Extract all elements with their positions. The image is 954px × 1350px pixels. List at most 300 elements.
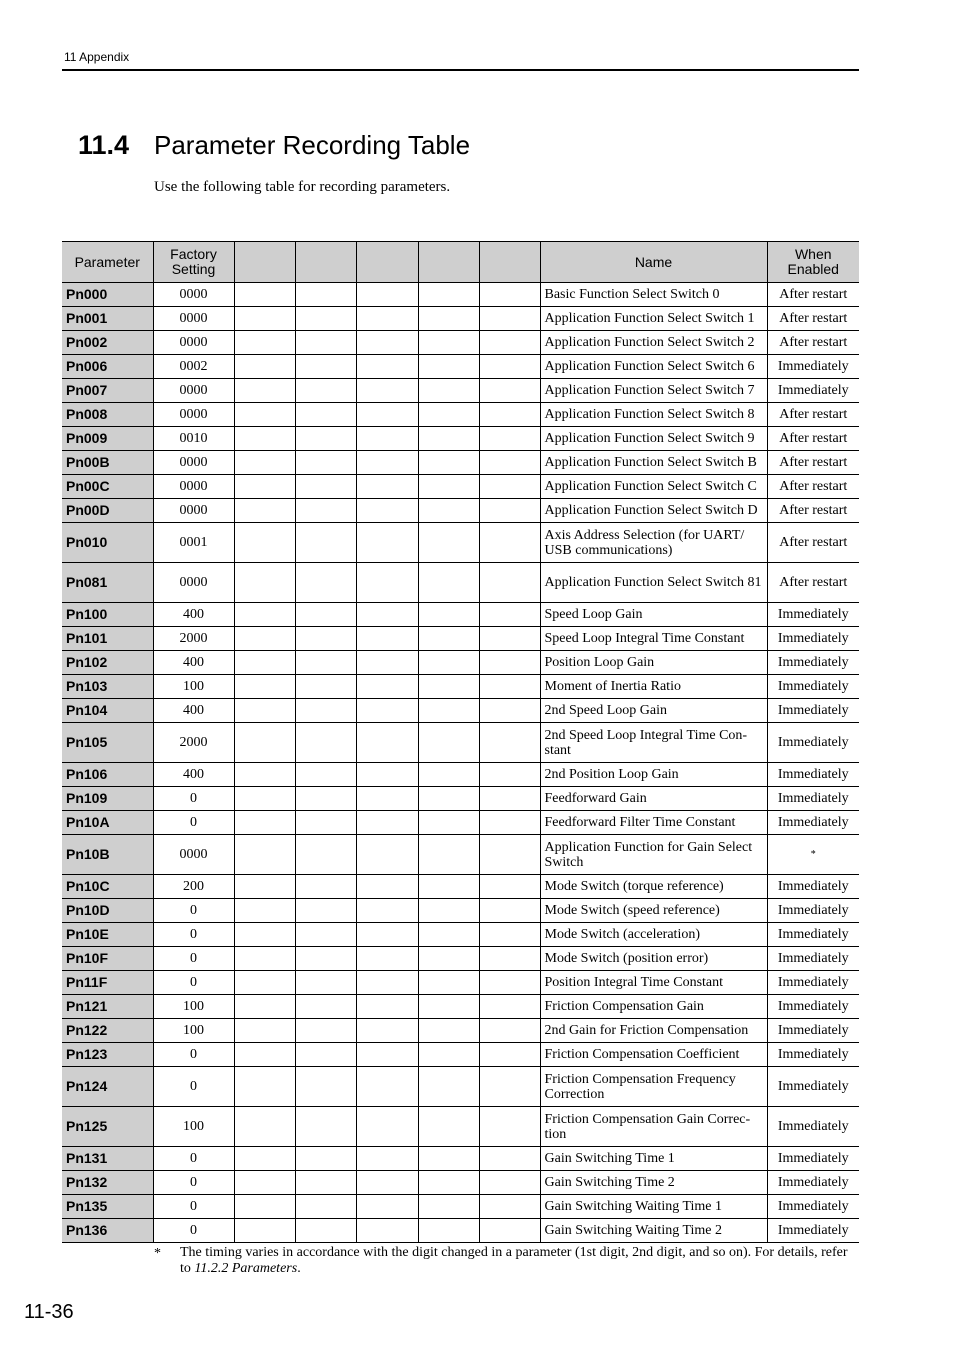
table-row (62, 1147, 859, 1171)
table-row (62, 1171, 859, 1195)
table-row (62, 283, 859, 307)
parameter-cell: Pn00B (62, 451, 153, 475)
intro-text: Use the following table for recording parameters. (154, 179, 451, 195)
parameter-cell: Pn010 (62, 523, 153, 563)
when-enabled-cell: Immediately (767, 763, 859, 787)
table-row (62, 1043, 859, 1067)
factory-setting-cell: 400 (153, 699, 234, 723)
record-cell (234, 331, 295, 355)
name-cell: Friction Compensation Gain (540, 995, 767, 1019)
record-cell (295, 475, 356, 499)
when-enabled-cell: Immediately (767, 379, 859, 403)
parameter-cell: Pn122 (62, 1019, 153, 1043)
record-cell (418, 627, 479, 651)
table-row (62, 403, 859, 427)
record-cell (479, 811, 540, 835)
when-enabled-cell: Immediately (767, 355, 859, 379)
section-number: 11.4 (78, 130, 130, 160)
record-cell (295, 523, 356, 563)
when-enabled-cell: After restart (767, 427, 859, 451)
table-row (62, 723, 859, 763)
record-cell (479, 499, 540, 523)
factory-setting-cell: 0000 (153, 563, 234, 603)
record-cell (295, 1019, 356, 1043)
record-cell (418, 1019, 479, 1043)
record-cell (295, 563, 356, 603)
header-when-enabled: When Enabled (767, 242, 859, 283)
record-cell (234, 307, 295, 331)
record-cell (234, 811, 295, 835)
table-row (62, 971, 859, 995)
record-cell (479, 451, 540, 475)
record-cell (418, 523, 479, 563)
record-cell (295, 451, 356, 475)
name-cell: Position Loop Gain (540, 651, 767, 675)
record-cell (479, 947, 540, 971)
name-cell: Feedforward Gain (540, 787, 767, 811)
record-cell (234, 947, 295, 971)
when-enabled-cell: Immediately (767, 1019, 859, 1043)
name-cell: Application Function for Gain Select Switch (540, 835, 767, 875)
name-cell: Friction Compensation Coefficient (540, 1043, 767, 1067)
record-cell (295, 1043, 356, 1067)
table-row (62, 523, 859, 563)
record-cell (479, 627, 540, 651)
record-cell (356, 283, 418, 307)
table-row (62, 475, 859, 499)
record-cell (418, 499, 479, 523)
record-cell (418, 1067, 479, 1107)
record-cell (295, 331, 356, 355)
record-cell (479, 675, 540, 699)
record-cell (234, 563, 295, 603)
name-cell: Application Function Select Switch D (540, 499, 767, 523)
parameter-cell: Pn008 (62, 403, 153, 427)
header-rule (62, 69, 859, 71)
record-cell (234, 1043, 295, 1067)
record-cell (356, 563, 418, 603)
record-cell (479, 1195, 540, 1219)
factory-setting-cell: 100 (153, 1107, 234, 1147)
record-cell (418, 403, 479, 427)
record-cell (479, 971, 540, 995)
when-enabled-cell: Immediately (767, 1043, 859, 1067)
record-cell (295, 427, 356, 451)
when-enabled-cell: Immediately (767, 899, 859, 923)
factory-setting-cell: 2000 (153, 723, 234, 763)
record-cell (295, 875, 356, 899)
record-cell (418, 899, 479, 923)
record-cell (418, 723, 479, 763)
record-cell (234, 451, 295, 475)
when-enabled-cell: After restart (767, 331, 859, 355)
name-cell: Axis Address Selection (for UART/ USB communications) (540, 523, 767, 563)
record-cell (479, 1171, 540, 1195)
running-header: 11 Appendix (64, 50, 130, 64)
parameter-cell: Pn132 (62, 1171, 153, 1195)
name-cell: Feedforward Filter Time Constant (540, 811, 767, 835)
factory-setting-cell: 0010 (153, 427, 234, 451)
name-cell: Gain Switching Waiting Time 2 (540, 1219, 767, 1243)
record-cell (418, 699, 479, 723)
parameter-cell: Pn109 (62, 787, 153, 811)
record-cell (418, 1171, 479, 1195)
record-cell (295, 835, 356, 875)
record-cell (356, 523, 418, 563)
footnote-end: . (297, 1261, 301, 1276)
name-cell: 2nd Position Loop Gain (540, 763, 767, 787)
record-cell (234, 1107, 295, 1147)
record-cell (295, 1067, 356, 1107)
factory-setting-cell: 400 (153, 763, 234, 787)
factory-setting-cell: 0000 (153, 835, 234, 875)
name-cell: Gain Switching Waiting Time 1 (540, 1195, 767, 1219)
footnote-text (180, 1245, 854, 1277)
record-cell (356, 923, 418, 947)
name-cell: Gain Switching Time 2 (540, 1171, 767, 1195)
record-cell (356, 451, 418, 475)
parameter-cell: Pn131 (62, 1147, 153, 1171)
record-cell (418, 475, 479, 499)
record-cell (295, 763, 356, 787)
parameter-cell: Pn103 (62, 675, 153, 699)
record-cell (234, 603, 295, 627)
record-cell (356, 355, 418, 379)
factory-setting-cell: 400 (153, 603, 234, 627)
parameter-cell: Pn100 (62, 603, 153, 627)
factory-setting-cell: 0 (153, 1195, 234, 1219)
table-row (62, 923, 859, 947)
record-cell (418, 603, 479, 627)
record-cell (479, 875, 540, 899)
record-cell (234, 835, 295, 875)
parameter-cell: Pn123 (62, 1043, 153, 1067)
record-cell (295, 787, 356, 811)
parameter-cell: Pn009 (62, 427, 153, 451)
header-name: Name (540, 242, 767, 283)
record-cell (234, 1171, 295, 1195)
section-title-text: Parameter Recording Table (154, 130, 471, 160)
table-row (62, 1107, 859, 1147)
when-enabled-cell: Immediately (767, 1195, 859, 1219)
when-enabled-cell: Immediately (767, 1107, 859, 1147)
record-cell (356, 723, 418, 763)
table-row (62, 651, 859, 675)
when-enabled-cell: After restart (767, 283, 859, 307)
factory-setting-cell: 200 (153, 875, 234, 899)
record-cell (295, 971, 356, 995)
footnote-reference: 11.2.2 Parameters (194, 1261, 298, 1276)
name-cell: Application Function Select Switch C (540, 475, 767, 499)
factory-setting-cell: 0 (153, 947, 234, 971)
factory-setting-cell: 0 (153, 899, 234, 923)
record-cell (234, 283, 295, 307)
record-cell (479, 1219, 540, 1243)
name-cell: Friction Compensation Frequency Correction (540, 1067, 767, 1107)
record-cell (356, 1067, 418, 1107)
name-cell: Position Integral Time Constant (540, 971, 767, 995)
name-cell: Mode Switch (torque reference) (540, 875, 767, 899)
factory-setting-cell: 0 (153, 1067, 234, 1107)
record-cell (234, 427, 295, 451)
table-row (62, 1219, 859, 1243)
table-row (62, 379, 859, 403)
when-enabled-cell: Immediately (767, 1219, 859, 1243)
parameter-cell: Pn10D (62, 899, 153, 923)
page-number: 11-36 (24, 1301, 74, 1323)
when-enabled-cell: After restart (767, 523, 859, 563)
table-row (62, 1019, 859, 1043)
table-row (62, 563, 859, 603)
when-enabled-cell: Immediately (767, 947, 859, 971)
factory-setting-cell: 0001 (153, 523, 234, 563)
record-cell (418, 995, 479, 1019)
record-cell (479, 899, 540, 923)
record-cell (356, 699, 418, 723)
record-cell (356, 651, 418, 675)
factory-setting-cell: 0 (153, 923, 234, 947)
record-cell (479, 835, 540, 875)
record-cell (295, 603, 356, 627)
when-enabled-cell: After restart (767, 563, 859, 603)
record-cell (479, 923, 540, 947)
parameter-cell: Pn125 (62, 1107, 153, 1147)
record-cell (356, 1171, 418, 1195)
record-cell (418, 971, 479, 995)
record-cell (356, 787, 418, 811)
record-cell (234, 499, 295, 523)
factory-setting-cell: 0 (153, 1043, 234, 1067)
record-cell (418, 451, 479, 475)
record-cell (234, 1147, 295, 1171)
parameter-cell: Pn124 (62, 1067, 153, 1107)
record-cell (479, 995, 540, 1019)
parameter-recording-table (62, 241, 859, 1243)
name-cell: Mode Switch (acceleration) (540, 923, 767, 947)
record-cell (418, 787, 479, 811)
name-cell: Application Function Select Switch 81 (540, 563, 767, 603)
parameter-cell: Pn136 (62, 1219, 153, 1243)
record-cell (356, 995, 418, 1019)
name-cell: 2nd Gain for Friction Compensation (540, 1019, 767, 1043)
record-cell (234, 763, 295, 787)
record-cell (479, 427, 540, 451)
factory-setting-cell: 0000 (153, 283, 234, 307)
record-cell (234, 723, 295, 763)
record-cell (356, 603, 418, 627)
name-cell: Basic Function Select Switch 0 (540, 283, 767, 307)
factory-setting-cell: 0 (153, 1147, 234, 1171)
footnote (154, 1245, 854, 1277)
name-cell: Application Function Select Switch 7 (540, 379, 767, 403)
when-enabled-cell: * (767, 835, 859, 875)
name-cell: Moment of Inertia Ratio (540, 675, 767, 699)
record-cell (418, 427, 479, 451)
record-cell (418, 331, 479, 355)
section-title (78, 130, 470, 161)
record-cell (356, 379, 418, 403)
when-enabled-cell: Immediately (767, 1067, 859, 1107)
name-cell: Application Function Select Switch B (540, 451, 767, 475)
table-row (62, 603, 859, 627)
record-cell (418, 835, 479, 875)
record-cell (356, 675, 418, 699)
factory-setting-cell: 0 (153, 787, 234, 811)
record-cell (234, 403, 295, 427)
parameter-cell: Pn000 (62, 283, 153, 307)
record-cell (418, 651, 479, 675)
parameter-cell: Pn121 (62, 995, 153, 1019)
record-cell (295, 1171, 356, 1195)
when-enabled-cell: After restart (767, 499, 859, 523)
name-cell: Application Function Select Switch 8 (540, 403, 767, 427)
parameter-cell: Pn10B (62, 835, 153, 875)
record-cell (479, 651, 540, 675)
when-enabled-cell: Immediately (767, 651, 859, 675)
table-row (62, 787, 859, 811)
record-cell (234, 675, 295, 699)
factory-setting-cell: 0000 (153, 451, 234, 475)
header-record-5 (479, 242, 540, 283)
record-cell (356, 1219, 418, 1243)
record-cell (234, 651, 295, 675)
factory-setting-cell: 400 (153, 651, 234, 675)
record-cell (479, 403, 540, 427)
header-record-1 (234, 242, 295, 283)
parameter-cell: Pn001 (62, 307, 153, 331)
record-cell (295, 723, 356, 763)
when-enabled-cell: After restart (767, 475, 859, 499)
table-row (62, 699, 859, 723)
record-cell (234, 875, 295, 899)
when-enabled-cell: After restart (767, 403, 859, 427)
factory-setting-cell: 0 (153, 1219, 234, 1243)
record-cell (356, 1019, 418, 1043)
table-header-row (62, 242, 859, 283)
parameter-cell: Pn006 (62, 355, 153, 379)
name-cell: Application Function Select Switch 2 (540, 331, 767, 355)
record-cell (234, 1067, 295, 1107)
record-cell (356, 331, 418, 355)
record-cell (479, 283, 540, 307)
footnote-mark: * (154, 1246, 161, 1261)
header-parameter: Parameter (62, 242, 153, 283)
when-enabled-cell: Immediately (767, 923, 859, 947)
record-cell (234, 971, 295, 995)
name-cell: Application Function Select Switch 9 (540, 427, 767, 451)
factory-setting-cell: 0 (153, 1171, 234, 1195)
factory-setting-cell: 0000 (153, 307, 234, 331)
record-cell (479, 787, 540, 811)
when-enabled-cell: Immediately (767, 875, 859, 899)
when-enabled-cell: Immediately (767, 699, 859, 723)
record-cell (356, 971, 418, 995)
parameter-cell: Pn101 (62, 627, 153, 651)
when-enabled-cell: Immediately (767, 723, 859, 763)
parameter-cell: Pn10C (62, 875, 153, 899)
factory-setting-cell: 0000 (153, 331, 234, 355)
parameter-cell: Pn102 (62, 651, 153, 675)
record-cell (234, 787, 295, 811)
parameter-cell: Pn10F (62, 947, 153, 971)
record-cell (295, 923, 356, 947)
factory-setting-cell: 100 (153, 1019, 234, 1043)
table-row (62, 899, 859, 923)
header-record-2 (295, 242, 356, 283)
record-cell (418, 1107, 479, 1147)
record-cell (418, 379, 479, 403)
record-cell (295, 995, 356, 1019)
record-cell (479, 1067, 540, 1107)
record-cell (234, 1019, 295, 1043)
record-cell (295, 355, 356, 379)
name-cell: Application Function Select Switch 1 (540, 307, 767, 331)
record-cell (418, 1147, 479, 1171)
factory-setting-cell: 0000 (153, 499, 234, 523)
table-row (62, 499, 859, 523)
when-enabled-cell: After restart (767, 307, 859, 331)
record-cell (295, 379, 356, 403)
record-cell (418, 947, 479, 971)
record-cell (295, 1219, 356, 1243)
parameter-cell: Pn106 (62, 763, 153, 787)
record-cell (418, 1195, 479, 1219)
table-row (62, 1067, 859, 1107)
record-cell (295, 899, 356, 923)
record-cell (479, 723, 540, 763)
record-cell (356, 1147, 418, 1171)
table-row (62, 947, 859, 971)
record-cell (479, 355, 540, 379)
factory-setting-cell: 100 (153, 995, 234, 1019)
record-cell (234, 699, 295, 723)
record-cell (295, 675, 356, 699)
table-row (62, 835, 859, 875)
factory-setting-cell: 0 (153, 971, 234, 995)
factory-setting-cell: 0000 (153, 379, 234, 403)
footnote-body: The timing varies in accordance with the digit changed in a parameter (1st digit, 2nd digit, and so on). For details, refer to (180, 1245, 848, 1276)
when-enabled-cell: Immediately (767, 971, 859, 995)
factory-setting-cell: 100 (153, 675, 234, 699)
record-cell (418, 763, 479, 787)
parameter-cell: Pn104 (62, 699, 153, 723)
record-cell (234, 923, 295, 947)
record-cell (356, 499, 418, 523)
record-cell (479, 1147, 540, 1171)
record-cell (479, 1043, 540, 1067)
when-enabled-cell: Immediately (767, 787, 859, 811)
record-cell (479, 379, 540, 403)
when-enabled-cell: Immediately (767, 627, 859, 651)
record-cell (234, 995, 295, 1019)
name-cell: 2nd Speed Loop Integral Time Con- stant (540, 723, 767, 763)
table-row (62, 427, 859, 451)
when-enabled-cell: Immediately (767, 995, 859, 1019)
table-row (62, 331, 859, 355)
parameter-cell: Pn00D (62, 499, 153, 523)
parameter-cell: Pn10E (62, 923, 153, 947)
parameter-cell: Pn135 (62, 1195, 153, 1219)
record-cell (479, 1107, 540, 1147)
factory-setting-cell: 0000 (153, 403, 234, 427)
record-cell (234, 379, 295, 403)
record-cell (356, 811, 418, 835)
record-cell (234, 355, 295, 379)
record-cell (356, 427, 418, 451)
record-cell (234, 1219, 295, 1243)
record-cell (234, 627, 295, 651)
record-cell (295, 627, 356, 651)
